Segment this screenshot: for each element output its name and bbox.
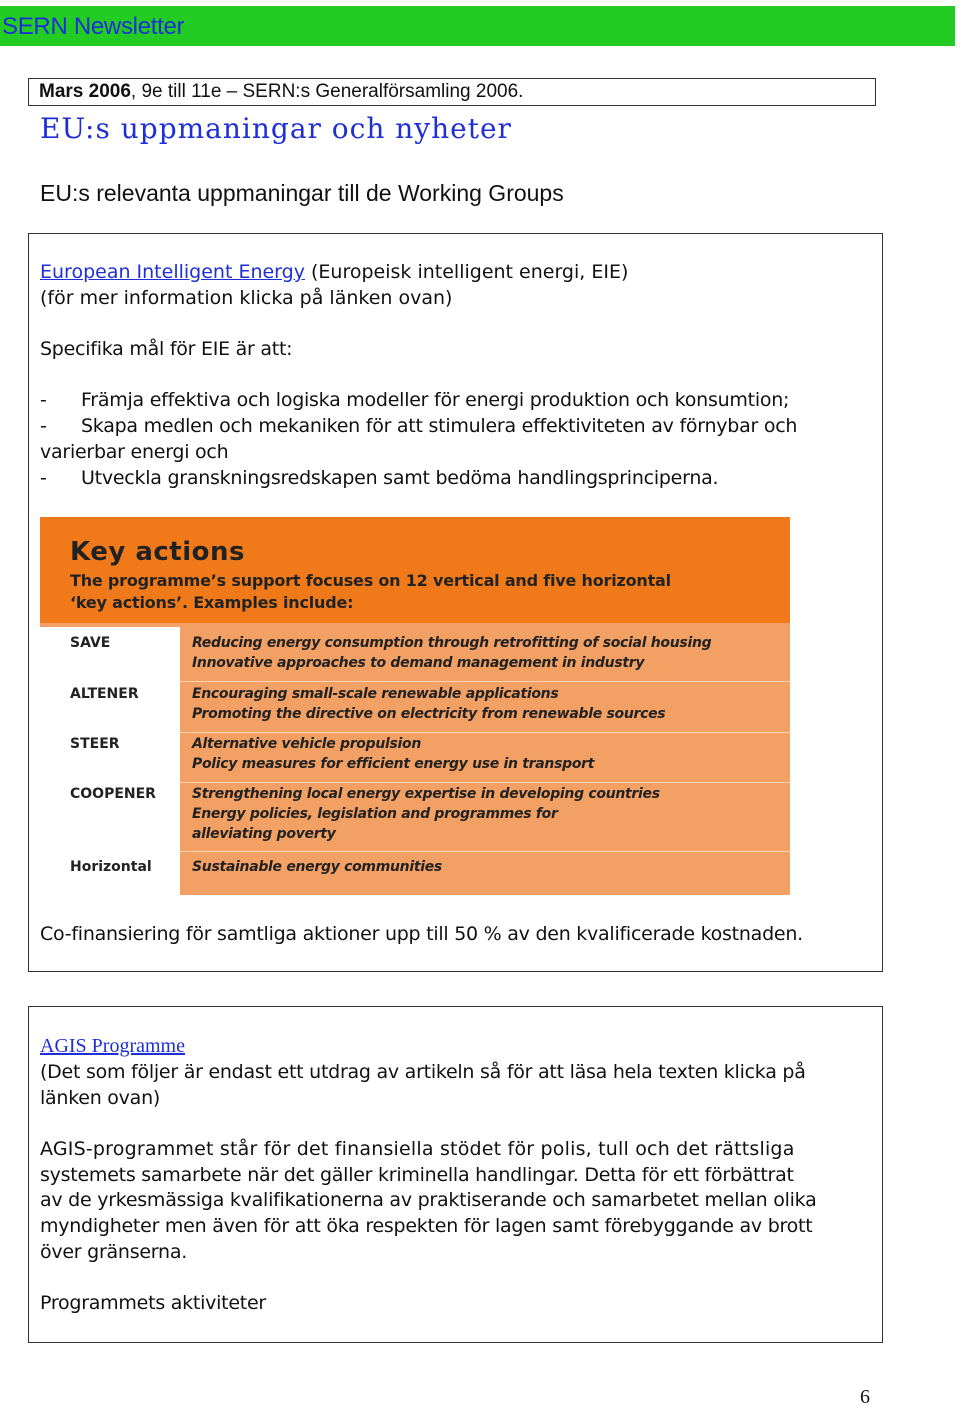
agis-body-line: av de yrkesmässiga kvalifikationerna av praktiserande och samarbetet mellan olika bbox=[40, 1189, 817, 1211]
eie-title-suffix: (Europeisk intelligent energi, EIE) bbox=[304, 261, 629, 283]
eie-goal-text: Skapa medlen och mekaniken för att stimulera effektiviteten av förnybar och bbox=[81, 415, 798, 437]
eie-goal-item: - Utveckla granskningsredskapen samt bedöma handlingsprinciperna. bbox=[40, 467, 719, 489]
eie-goal-item: - Skapa medlen och mekaniken för att stimulera effektiviteten av förnybar och bbox=[40, 415, 798, 437]
key-action-name: SAVE bbox=[70, 635, 111, 651]
eie-link[interactable]: European Intelligent Energy bbox=[40, 261, 305, 283]
key-action-example: Reducing energy consumption through retrofitting of social housing bbox=[192, 635, 712, 651]
dateline-box bbox=[28, 78, 876, 106]
key-action-example: Policy measures for efficient energy use in transport bbox=[192, 756, 595, 772]
dateline-date: Mars 2006 bbox=[39, 81, 131, 102]
key-action-row bbox=[40, 780, 790, 842]
agis-body-line: myndigheter men även för att öka respekten för lagen samt förebyggande av brott bbox=[40, 1215, 813, 1237]
key-action-example: Alternative vehicle propulsion bbox=[192, 736, 422, 752]
agis-activities-heading: Programmets aktiviteter bbox=[40, 1292, 266, 1314]
key-action-name: STEER bbox=[70, 736, 120, 752]
key-action-example: alleviating poverty bbox=[192, 826, 336, 842]
key-action-example: Innovative approaches to demand management in industry bbox=[192, 655, 645, 671]
agis-body-line: AGIS-programmet står för det finansiella stödet för polis, tull och det rättsliga bbox=[40, 1138, 795, 1160]
eie-article-box bbox=[28, 233, 883, 972]
eie-info-line: (för mer information klicka på länken ovan) bbox=[40, 287, 453, 309]
dateline-rest: , 9e till 11e – SERN:s Generalförsamling 2006. bbox=[130, 81, 524, 102]
key-action-example: Promoting the directive on electricity from renewable sources bbox=[192, 706, 666, 722]
key-action-row bbox=[40, 859, 790, 909]
key-action-name: COOPENER bbox=[70, 786, 156, 802]
eie-cofinancing: Co-finansiering för samtliga aktioner upp till 50 % av den kvalificerade kostnaden. bbox=[40, 923, 803, 945]
key-actions-subtitle: The programme’s support focuses on 12 vertical and five horizontal bbox=[70, 571, 671, 590]
dateline bbox=[39, 81, 523, 103]
key-actions-divider bbox=[180, 851, 790, 852]
key-action-example: Encouraging small-scale renewable applications bbox=[192, 686, 559, 702]
eie-goals-intro: Specifika mål för EIE är att: bbox=[40, 338, 293, 360]
key-action-example: Energy policies, legislation and programmes for bbox=[192, 806, 558, 822]
page-subheading: EU:s relevanta uppmaningar till de Working Groups bbox=[40, 180, 564, 206]
key-actions-subtitle: ‘key actions’. Examples include: bbox=[70, 593, 354, 612]
agis-note: (Det som följer är endast ett utdrag av artikeln så för att läsa hela texten klicka på bbox=[40, 1061, 806, 1083]
key-actions-header bbox=[40, 517, 790, 623]
eie-goal-text: Främja effektiva och logiska modeller för energi produktion och konsumtion; bbox=[81, 389, 790, 411]
agis-title-line bbox=[40, 1035, 185, 1058]
key-action-example: Sustainable energy communities bbox=[192, 859, 442, 875]
agis-note: länken ovan) bbox=[40, 1087, 161, 1109]
newsletter-banner bbox=[0, 6, 955, 46]
eie-title-line bbox=[40, 261, 628, 283]
newsletter-title: SERN Newsletter bbox=[2, 13, 185, 40]
key-action-name: ALTENER bbox=[70, 686, 139, 702]
eie-goal-item: - Främja effektiva och logiska modeller för energi produktion och konsumtion; bbox=[40, 389, 790, 411]
eie-goal-text: Utveckla granskningsredskapen samt bedöma handlingsprinciperna. bbox=[81, 467, 719, 489]
agis-body-line: systemets samarbete när det gäller kriminella handlingar. Detta för ett förbättrat bbox=[40, 1164, 794, 1186]
agis-link[interactable]: AGIS Programme bbox=[40, 1035, 185, 1057]
page-number: 6 bbox=[860, 1386, 870, 1408]
key-actions-image bbox=[40, 517, 790, 895]
agis-article-box bbox=[28, 1006, 883, 1343]
key-action-name: Horizontal bbox=[70, 859, 152, 875]
key-actions-title: Key actions bbox=[70, 537, 245, 567]
page-headline: EU:s uppmaningar och nyheter bbox=[40, 112, 512, 145]
key-action-row bbox=[40, 629, 790, 679]
key-action-row bbox=[40, 730, 790, 780]
key-action-row bbox=[40, 680, 790, 730]
key-action-example: Strengthening local energy expertise in developing countries bbox=[192, 786, 660, 802]
eie-goal-continuation: varierbar energi och bbox=[40, 441, 229, 463]
agis-body-line: över gränserna. bbox=[40, 1241, 188, 1263]
